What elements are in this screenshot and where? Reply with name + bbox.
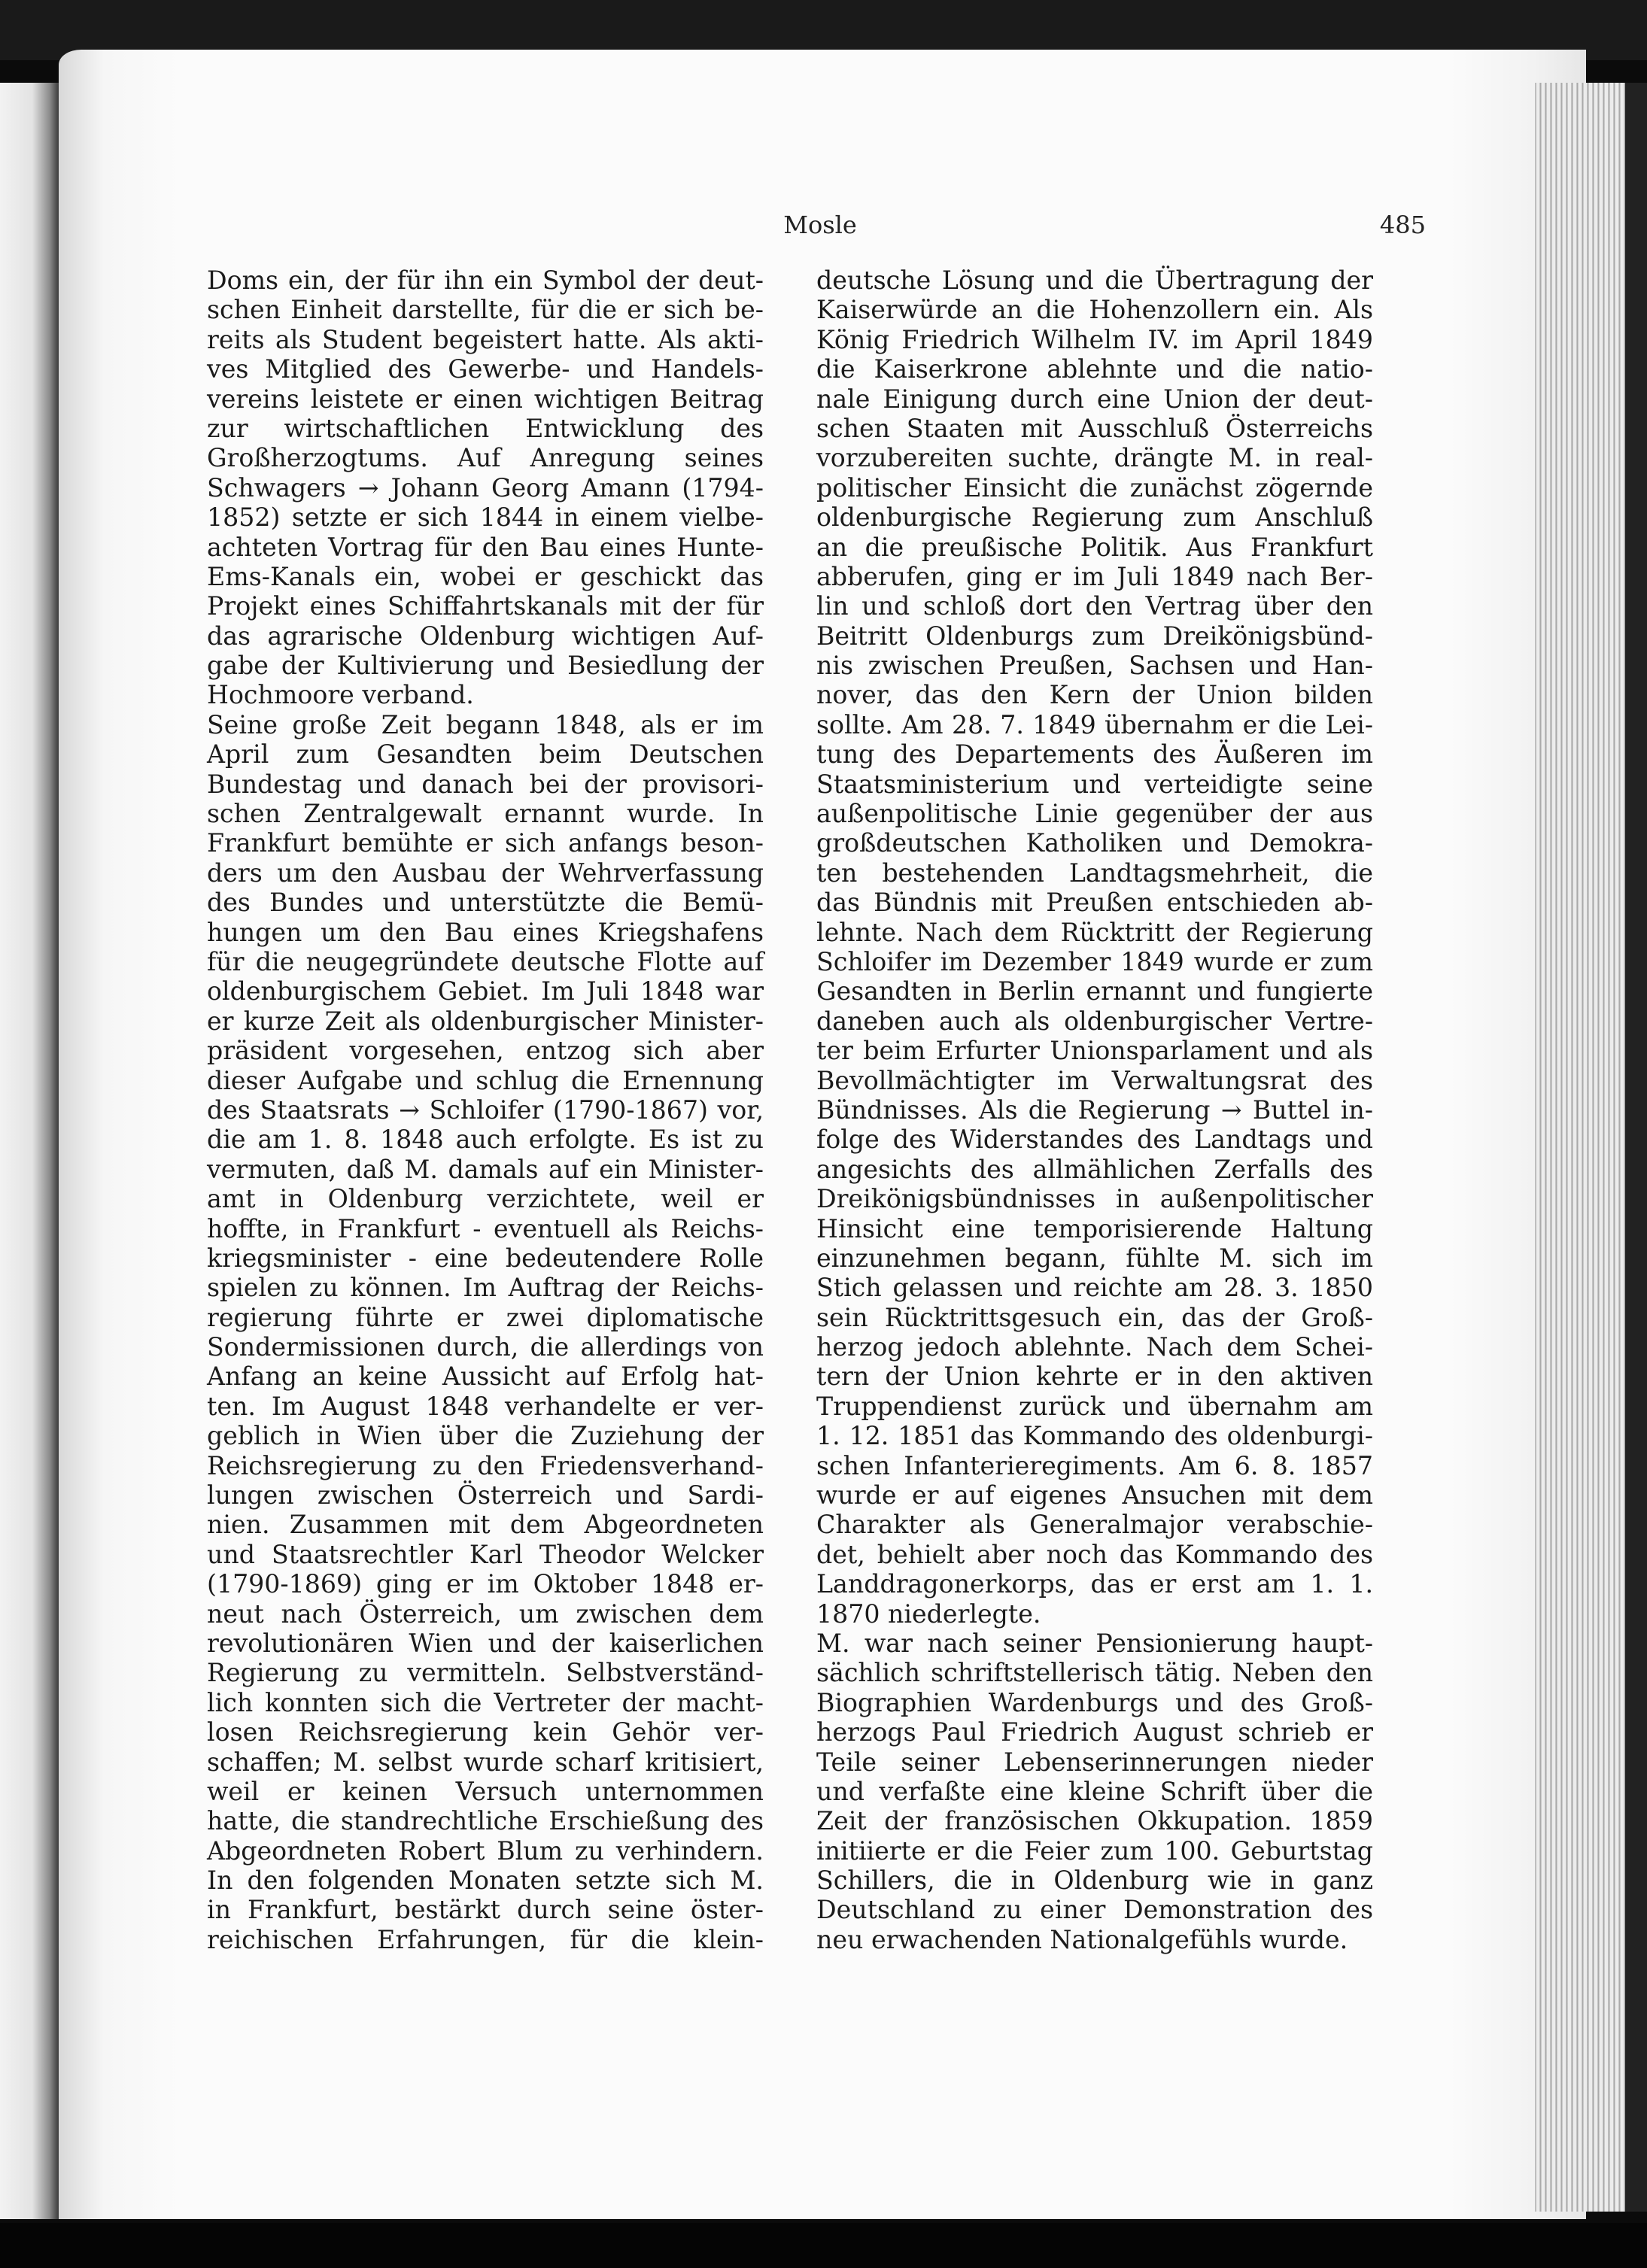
text-line: ter beim Erfurter Unionsparlament und als (816, 1036, 1373, 1066)
text-line: nis zwischen Preußen, Sachsen und Han- (816, 651, 1373, 681)
text-line: Abgeordneten Robert Blum zu verhindern. (207, 1835, 764, 1866)
text-line: folge des Widerstandes des Landtags und (816, 1125, 1373, 1155)
text-line: schen Einheit darstellte, für die er sich be- (207, 295, 764, 325)
text-line: die Kaiserkrone ablehnte und die natio- (816, 354, 1373, 384)
text-line: Regierung zu vermitteln. Selbstverständ- (207, 1658, 764, 1688)
text-line: und verfaßte eine kleine Schrift über die (816, 1776, 1373, 1806)
text-line: Anfang an keine Aussicht auf Erfolg hat- (207, 1362, 764, 1392)
text-line: reichischen Erfahrungen, für die klein- (207, 1924, 764, 1954)
text-line: vorzubereiten suchte, drängte M. in real- (816, 443, 1373, 473)
text-line: Schloifer im Dezember 1849 wurde er zum (816, 946, 1373, 976)
text-line: sächlich schriftstellerisch tätig. Neben den (816, 1658, 1373, 1688)
text-line: det, behielt aber noch das Kommando des (816, 1539, 1373, 1569)
page-number: 485 (1379, 211, 1426, 239)
text-line: Hochmoore verband. (207, 680, 474, 710)
text-line: schaffen; M. selbst wurde scharf kritisiert, (207, 1747, 764, 1777)
text-line: deutsche Lösung und die Übertragung der (816, 266, 1373, 295)
text-line: ves Mitglied des Gewerbe- und Handels- (207, 354, 764, 384)
text-line: Biographien Wardenburgs und des Groß- (816, 1687, 1373, 1717)
text-line: Frankfurt bemühte er sich anfangs beson- (207, 828, 764, 858)
text-line: Truppendienst zurück und übernahm am (816, 1391, 1373, 1421)
text-line: Dreikönigsbündnisses in außenpolitischer (816, 1184, 1373, 1214)
text-line: 1852) setzte er sich 1844 in einem vielbe- (207, 502, 764, 533)
text-line: nover, das den Kern der Union bilden (816, 680, 1373, 710)
text-line: Landdragonerkorps, das er erst am 1. 1. (816, 1569, 1373, 1599)
text-line: großdeutschen Katholiken und Demokra- (816, 828, 1373, 858)
text-line: 1870 niederlegte. (816, 1599, 1041, 1629)
text-line: April zum Gesandten beim Deutschen (207, 739, 764, 770)
text-line: losen Reichsregierung kein Gehör ver- (207, 1717, 764, 1747)
text-line: wurde er auf eigenes Ansuchen mit dem (816, 1480, 1373, 1510)
text-line: gabe der Kultivierung und Besiedlung der (207, 651, 764, 681)
text-line: an die preußische Politik. Aus Frankfurt (816, 532, 1373, 562)
text-line: abberufen, ging er im Juli 1849 nach Ber- (816, 561, 1373, 591)
text-line: Projekt eines Schiffahrtskanals mit der für (207, 591, 764, 621)
scanner-bottom-border (0, 2223, 1647, 2268)
text-line: Schillers, die in Oldenburg wie in ganz (816, 1866, 1373, 1896)
text-line: Reichsregierung zu den Friedensverhand- (207, 1450, 764, 1480)
text-line: Zeit der französischen Okkupation. 1859 (816, 1806, 1373, 1836)
text-line: ten. Im August 1848 verhandelte er ver- (207, 1391, 764, 1421)
text-line: geblich in Wien über die Zuziehung der (207, 1421, 764, 1451)
text-line: hoffte, in Frankfurt - eventuell als Reichs- (207, 1213, 764, 1243)
left-page-edge (0, 83, 59, 2219)
page-stack-shadow (1625, 83, 1647, 2212)
text-line: und Staatsrechtler Karl Theodor Welcker (207, 1539, 764, 1569)
text-line: amt in Oldenburg verzichtete, weil er (207, 1184, 764, 1214)
text-line: für die neugegründete deutsche Flotte auf (207, 946, 764, 976)
text-line: weil er keinen Versuch unternommen (207, 1776, 764, 1806)
text-line: ten bestehenden Landtagsmehrheit, die (816, 858, 1373, 888)
text-line: Charakter als Generalmajor verabschie- (816, 1510, 1373, 1540)
text-line: Bevollmächtigter im Verwaltungsrat des (816, 1065, 1373, 1095)
text-line: herzog jedoch ablehnte. Nach dem Schei- (816, 1332, 1373, 1362)
text-column-left (207, 266, 764, 1954)
text-line: oldenburgischem Gebiet. Im Juli 1848 war (207, 976, 764, 1006)
text-line: zur wirtschaftlichen Entwicklung des (207, 413, 764, 443)
text-line: Schwagers → Johann Georg Amann (1794- (207, 472, 764, 502)
text-line: 1. 12. 1851 das Kommando des oldenburgi- (816, 1421, 1373, 1451)
text-line: das agrarische Oldenburg wichtigen Auf- (207, 621, 764, 651)
text-column-right (816, 266, 1373, 1954)
text-line: hatte, die standrechtliche Erschießung des (207, 1806, 764, 1836)
text-line: schen Staaten mit Ausschluß Österreichs (816, 413, 1373, 443)
text-line: die am 1. 8. 1848 auch erfolgte. Es ist zu (207, 1125, 764, 1155)
text-line: (1790-1869) ging er im Oktober 1848 er- (207, 1569, 764, 1599)
text-line: neu erwachenden Nationalgefühls wurde. (816, 1924, 1348, 1954)
text-line: präsident vorgesehen, entzog sich aber (207, 1036, 764, 1066)
text-line: dieser Aufgabe und schlug die Ernennung (207, 1065, 764, 1095)
text-line: regierung führte er zwei diplomatische (207, 1302, 764, 1332)
text-line: Staatsministerium und verteidigte seine (816, 769, 1373, 799)
text-line: das Bündnis mit Preußen entschieden ab- (816, 888, 1373, 918)
text-line: lin und schloß dort den Vertrag über den (816, 591, 1373, 621)
text-line: Doms ein, der für ihn ein Symbol der deut- (207, 266, 764, 295)
text-line: achteten Vortrag für den Bau eines Hunte- (207, 532, 764, 562)
text-line: lich konnten sich die Vertreter der macht- (207, 1687, 764, 1717)
text-line: des Bundes und unterstützte die Bemü- (207, 888, 764, 918)
text-line: neut nach Österreich, um zwischen dem (207, 1599, 764, 1629)
running-header (0, 211, 1647, 248)
text-line: schen Zentralgewalt ernannt wurde. In (207, 799, 764, 829)
text-line: Seine große Zeit begann 1848, als er im (207, 709, 764, 739)
text-line: herzogs Paul Friedrich August schrieb er (816, 1717, 1373, 1747)
running-header-title: Mosle (783, 211, 857, 239)
text-line: Teile seiner Lebenserinnerungen nieder (816, 1747, 1373, 1777)
text-line: revolutionären Wien und der kaiserlichen (207, 1628, 764, 1658)
text-line: er kurze Zeit als oldenburgischer Minister- (207, 1006, 764, 1036)
text-line: Bündnisses. Als die Regierung → Buttel in- (816, 1095, 1373, 1125)
text-line: initiierte er die Feier zum 100. Geburtstag (816, 1835, 1373, 1866)
text-line: Bundestag und danach bei der provisori- (207, 769, 764, 799)
text-line: außenpolitische Linie gegenüber der aus (816, 799, 1373, 829)
text-line: hungen um den Bau eines Kriegshafens (207, 917, 764, 947)
text-line: vereins leistete er einen wichtigen Beitrag (207, 384, 764, 414)
text-line: vermuten, daß M. damals auf ein Minister- (207, 1154, 764, 1184)
text-line: angesichts des allmählichen Zerfalls des (816, 1154, 1373, 1184)
text-line: Kaiserwürde an die Hohenzollern ein. Als (816, 295, 1373, 325)
text-line: des Staatsrats → Schloifer (1790-1867) vor, (207, 1095, 764, 1125)
text-line: nien. Zusammen mit dem Abgeordneten (207, 1510, 764, 1540)
text-line: tern der Union kehrte er in den aktiven (816, 1362, 1373, 1392)
text-line: reits als Student begeistert hatte. Als akti- (207, 324, 764, 354)
text-line: kriegsminister - eine bedeutendere Rolle (207, 1243, 764, 1273)
text-line: oldenburgische Regierung zum Anschluß (816, 502, 1373, 533)
text-line: politischer Einsicht die zunächst zögernde (816, 472, 1373, 502)
text-line: sein Rücktrittsgesuch ein, das der Groß- (816, 1302, 1373, 1332)
text-line: spielen zu können. Im Auftrag der Reichs- (207, 1273, 764, 1303)
text-line: in Frankfurt, bestärkt durch seine öster- (207, 1895, 764, 1925)
text-line: sollte. Am 28. 7. 1849 übernahm er die Lei- (816, 709, 1373, 739)
text-line: einzunehmen begann, fühlte M. sich im (816, 1243, 1373, 1273)
text-line: nale Einigung durch eine Union der deut- (816, 384, 1373, 414)
text-line: In den folgenden Monaten setzte sich M. (207, 1866, 764, 1896)
text-line: König Friedrich Wilhelm IV. im April 1849 (816, 324, 1373, 354)
text-line: M. war nach seiner Pensionierung haupt- (816, 1628, 1373, 1658)
text-line: Beitritt Oldenburgs zum Dreikönigsbünd- (816, 621, 1373, 651)
text-line: Sondermissionen durch, die allerdings von (207, 1332, 764, 1362)
text-line: Stich gelassen und reichte am 28. 3. 1850 (816, 1273, 1373, 1303)
text-line: daneben auch als oldenburgischer Vertre- (816, 1006, 1373, 1036)
text-line: Ems-Kanals ein, wobei er geschickt das (207, 561, 764, 591)
text-line: schen Infanterieregiments. Am 6. 8. 1857 (816, 1450, 1373, 1480)
text-line: lungen zwischen Österreich und Sardi- (207, 1480, 764, 1510)
text-line: Hinsicht eine temporisierende Haltung (816, 1213, 1373, 1243)
text-line: Deutschland zu einer Demonstration des (816, 1895, 1373, 1925)
text-line: Großherzogtums. Auf Anregung seines (207, 443, 764, 473)
text-line: tung des Departements des Äußeren im (816, 739, 1373, 770)
text-line: ders um den Ausbau der Wehrverfassung (207, 858, 764, 888)
text-line: lehnte. Nach dem Rücktritt der Regierung (816, 917, 1373, 947)
text-line: Gesandten in Berlin ernannt und fungierte (816, 976, 1373, 1006)
